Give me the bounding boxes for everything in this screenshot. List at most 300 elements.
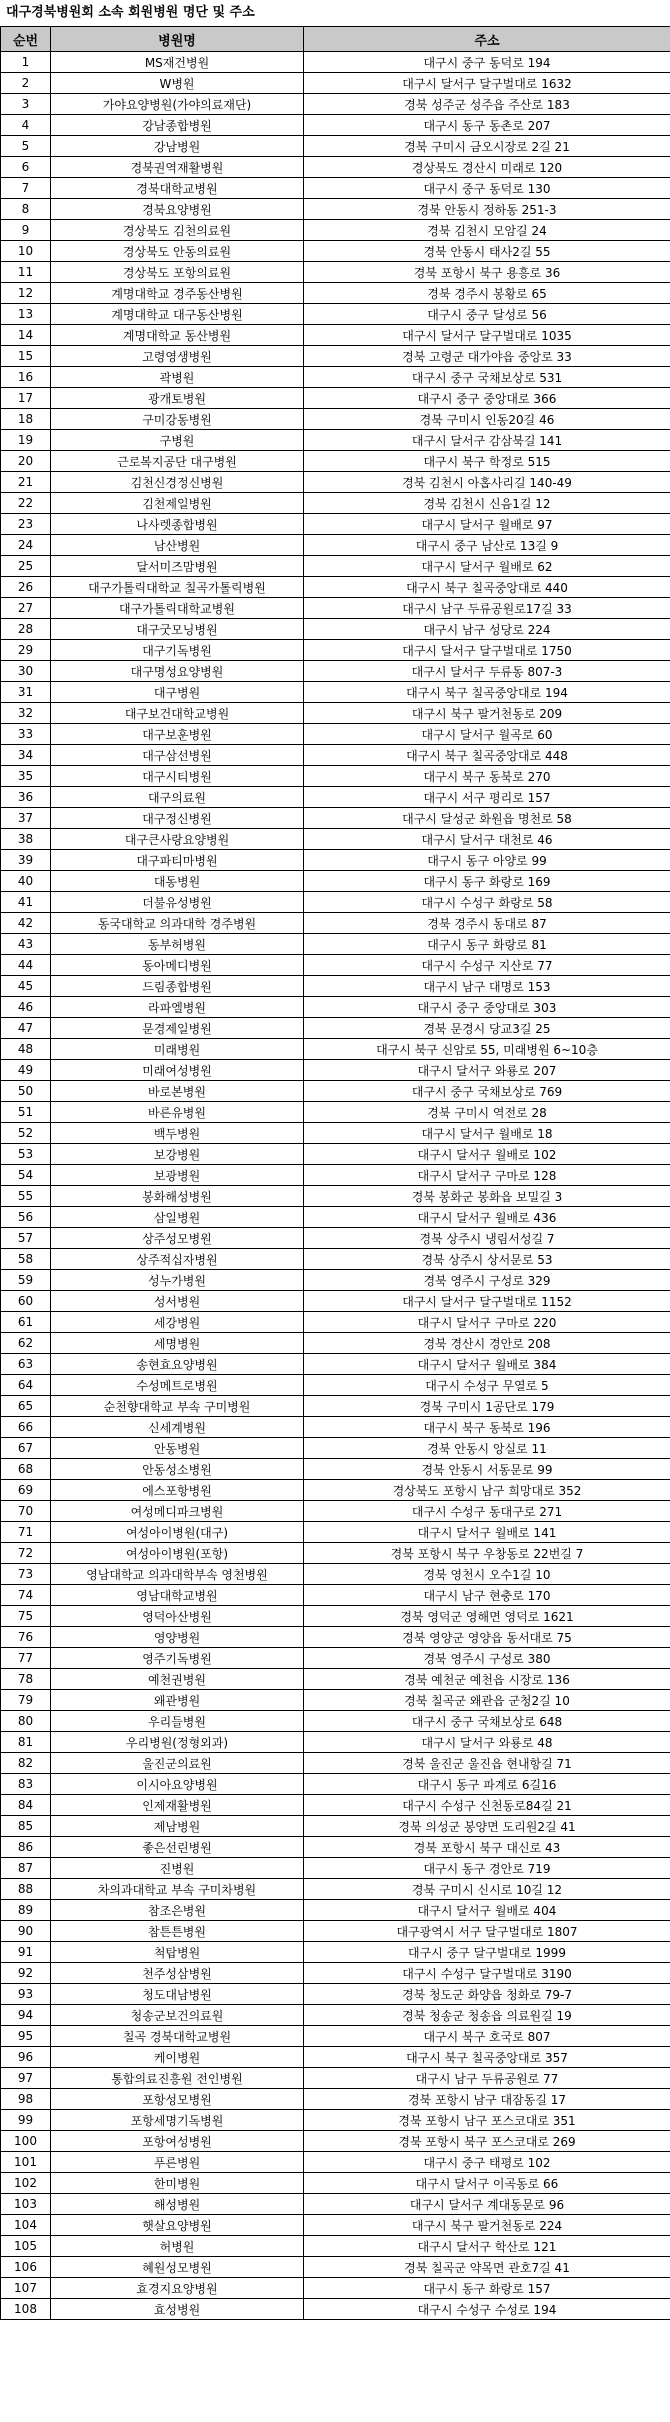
table-row bbox=[1, 1543, 670, 1564]
hospital-address: 대구시 동구 파계로 6길16 bbox=[304, 1774, 670, 1795]
row-number: 94 bbox=[1, 2005, 51, 2026]
table-row bbox=[1, 1123, 670, 1144]
row-number: 53 bbox=[1, 1144, 51, 1165]
table-row bbox=[1, 2299, 670, 2320]
row-number: 31 bbox=[1, 682, 51, 703]
row-number: 25 bbox=[1, 556, 51, 577]
hospital-name: 송현효요양병원 bbox=[51, 1354, 304, 1375]
row-number: 105 bbox=[1, 2236, 51, 2257]
hospital-address: 대구시 중구 국채보상로 769 bbox=[304, 1081, 670, 1102]
row-number: 103 bbox=[1, 2194, 51, 2215]
hospital-address: 경북 칠곡군 약목면 관호7길 41 bbox=[304, 2257, 670, 2278]
table-row bbox=[1, 1375, 670, 1396]
table-row bbox=[1, 1858, 670, 1879]
table-row bbox=[1, 2215, 670, 2236]
table-row bbox=[1, 514, 670, 535]
table-row bbox=[1, 283, 670, 304]
row-number: 67 bbox=[1, 1438, 51, 1459]
hospital-address: 대구시 중구 남산로 13길 9 bbox=[304, 535, 670, 556]
row-number: 41 bbox=[1, 892, 51, 913]
hospital-address: 대구시 중구 동덕로 130 bbox=[304, 178, 670, 199]
table-row bbox=[1, 1354, 670, 1375]
hospital-name: 인제재활병원 bbox=[51, 1795, 304, 1816]
table-row bbox=[1, 1816, 670, 1837]
row-number: 107 bbox=[1, 2278, 51, 2299]
table-row bbox=[1, 1060, 670, 1081]
hospital-name: 삼일병원 bbox=[51, 1207, 304, 1228]
row-number: 23 bbox=[1, 514, 51, 535]
hospital-address: 경북 안동시 서동문로 99 bbox=[304, 1459, 670, 1480]
hospital-address: 대구시 달서구 대천로 46 bbox=[304, 829, 670, 850]
hospital-address: 대구시 남구 현충로 170 bbox=[304, 1585, 670, 1606]
hospital-address: 대구시 동구 화랑로 157 bbox=[304, 2278, 670, 2299]
hospital-address: 경북 안동시 앙실로 11 bbox=[304, 1438, 670, 1459]
hospital-address: 대구시 동구 동촌로 207 bbox=[304, 115, 670, 136]
hospital-address: 대구시 북구 팔거천동로 209 bbox=[304, 703, 670, 724]
hospital-address: 대구시 달서구 와룡로 48 bbox=[304, 1732, 670, 1753]
hospital-address: 대구시 북구 동북로 270 bbox=[304, 766, 670, 787]
hospital-address: 대구시 동구 화랑로 169 bbox=[304, 871, 670, 892]
row-number: 24 bbox=[1, 535, 51, 556]
table-row bbox=[1, 2089, 670, 2110]
row-number: 11 bbox=[1, 262, 51, 283]
row-number: 34 bbox=[1, 745, 51, 766]
row-number: 89 bbox=[1, 1900, 51, 1921]
hospital-address: 경북 영주시 구성로 380 bbox=[304, 1648, 670, 1669]
row-number: 63 bbox=[1, 1354, 51, 1375]
hospital-address: 대구시 달서구 계대동문로 96 bbox=[304, 2194, 670, 2215]
row-number: 33 bbox=[1, 724, 51, 745]
hospital-address: 경북 문경시 당교3길 25 bbox=[304, 1018, 670, 1039]
hospital-address: 대구시 남구 두류공원로17길 33 bbox=[304, 598, 670, 619]
hospital-address: 경북 포항시 남구 포스코대로 351 bbox=[304, 2110, 670, 2131]
hospital-name: 해성병원 bbox=[51, 2194, 304, 2215]
table-row bbox=[1, 598, 670, 619]
row-number: 7 bbox=[1, 178, 51, 199]
hospital-name: 성서병원 bbox=[51, 1291, 304, 1312]
hospital-address: 대구시 북구 학정로 515 bbox=[304, 451, 670, 472]
row-number: 19 bbox=[1, 430, 51, 451]
hospital-name: 여성아이병원(포항) bbox=[51, 1543, 304, 1564]
hospital-name: 봉화해성병원 bbox=[51, 1186, 304, 1207]
row-number: 2 bbox=[1, 73, 51, 94]
hospital-address: 대구시 수성구 지산로 77 bbox=[304, 955, 670, 976]
hospital-address: 경북 안동시 태사2길 55 bbox=[304, 241, 670, 262]
row-number: 26 bbox=[1, 577, 51, 598]
hospital-address: 경북 안동시 정하동 251-3 bbox=[304, 199, 670, 220]
hospital-address: 경북 울진군 울진읍 현내항길 71 bbox=[304, 1753, 670, 1774]
table-row bbox=[1, 52, 670, 73]
table-row bbox=[1, 493, 670, 514]
row-number: 52 bbox=[1, 1123, 51, 1144]
row-number: 29 bbox=[1, 640, 51, 661]
hospital-address: 대구시 달서구 감삼북길 141 bbox=[304, 430, 670, 451]
table-row bbox=[1, 535, 670, 556]
row-number: 62 bbox=[1, 1333, 51, 1354]
table-row bbox=[1, 1753, 670, 1774]
hospital-name: 남산병원 bbox=[51, 535, 304, 556]
row-number: 49 bbox=[1, 1060, 51, 1081]
hospital-address: 대구시 중구 국채보상로 648 bbox=[304, 1711, 670, 1732]
row-number: 91 bbox=[1, 1942, 51, 1963]
row-number: 55 bbox=[1, 1186, 51, 1207]
row-number: 102 bbox=[1, 2173, 51, 2194]
hospital-name: 동국대학교 의과대학 경주병원 bbox=[51, 913, 304, 934]
hospital-name: 김천신경정신병원 bbox=[51, 472, 304, 493]
hospital-name: 대구시티병원 bbox=[51, 766, 304, 787]
hospital-address: 대구시 달서구 이곡동로 66 bbox=[304, 2173, 670, 2194]
row-number: 100 bbox=[1, 2131, 51, 2152]
row-number: 20 bbox=[1, 451, 51, 472]
row-number: 15 bbox=[1, 346, 51, 367]
hospital-name: 대구명성요양병원 bbox=[51, 661, 304, 682]
row-number: 80 bbox=[1, 1711, 51, 1732]
hospital-name: 포항여성병원 bbox=[51, 2131, 304, 2152]
table-row bbox=[1, 1879, 670, 1900]
table-row bbox=[1, 1501, 670, 1522]
hospital-address: 대구시 달서구 월배로 404 bbox=[304, 1900, 670, 1921]
row-number: 5 bbox=[1, 136, 51, 157]
row-number: 66 bbox=[1, 1417, 51, 1438]
hospital-address: 대구시 중구 달구벌대로 1999 bbox=[304, 1942, 670, 1963]
table-row bbox=[1, 1732, 670, 1753]
hospital-address: 경북 청도군 화양읍 청화로 79-7 bbox=[304, 1984, 670, 2005]
hospital-name: 김천제일병원 bbox=[51, 493, 304, 514]
hospital-name: 케이병원 bbox=[51, 2047, 304, 2068]
hospital-name: 가야요양병원(가야의료재단) bbox=[51, 94, 304, 115]
hospital-address: 경북 의성군 봉양면 도리원2길 41 bbox=[304, 1816, 670, 1837]
hospital-name: 백두병원 bbox=[51, 1123, 304, 1144]
hospital-address: 대구시 달서구 월배로 436 bbox=[304, 1207, 670, 1228]
table-row bbox=[1, 2005, 670, 2026]
hospital-name: 제남병원 bbox=[51, 1816, 304, 1837]
table-row bbox=[1, 1480, 670, 1501]
row-number: 57 bbox=[1, 1228, 51, 1249]
row-number: 45 bbox=[1, 976, 51, 997]
row-number: 44 bbox=[1, 955, 51, 976]
table-row bbox=[1, 409, 670, 430]
row-number: 60 bbox=[1, 1291, 51, 1312]
hospital-address: 대구시 달서구 월배로 62 bbox=[304, 556, 670, 577]
hospital-address: 경북 칠곡군 왜관읍 군청2길 10 bbox=[304, 1690, 670, 1711]
hospital-name: 곽병원 bbox=[51, 367, 304, 388]
hospital-name: 차의과대학교 부속 구미차병원 bbox=[51, 1879, 304, 1900]
hospital-name: 푸른병원 bbox=[51, 2152, 304, 2173]
hospital-address: 대구시 달서구 월배로 141 bbox=[304, 1522, 670, 1543]
hospital-name: 한미병원 bbox=[51, 2173, 304, 2194]
table-row bbox=[1, 1333, 670, 1354]
row-number: 98 bbox=[1, 2089, 51, 2110]
hospital-name: 포항성모병원 bbox=[51, 2089, 304, 2110]
hospital-address: 대구시 수성구 신천동로84길 21 bbox=[304, 1795, 670, 1816]
row-number: 74 bbox=[1, 1585, 51, 1606]
table-row bbox=[1, 2278, 670, 2299]
row-number: 93 bbox=[1, 1984, 51, 2005]
table-row bbox=[1, 1102, 670, 1123]
row-number: 71 bbox=[1, 1522, 51, 1543]
hospital-name: 동아메디병원 bbox=[51, 955, 304, 976]
hospital-name: 영덕아산병원 bbox=[51, 1606, 304, 1627]
hospital-address: 경북 구미시 역전로 28 bbox=[304, 1102, 670, 1123]
hospital-name: 효성병원 bbox=[51, 2299, 304, 2320]
hospital-name: 효경지요양병원 bbox=[51, 2278, 304, 2299]
hospital-address: 대구시 달서구 월배로 384 bbox=[304, 1354, 670, 1375]
hospital-name: 포항세명기독병원 bbox=[51, 2110, 304, 2131]
row-number: 54 bbox=[1, 1165, 51, 1186]
row-number: 13 bbox=[1, 304, 51, 325]
row-number: 10 bbox=[1, 241, 51, 262]
hospital-address: 대구시 달서구 달구벌대로 1632 bbox=[304, 73, 670, 94]
table-row bbox=[1, 136, 670, 157]
hospital-address: 대구시 남구 두류공원로 77 bbox=[304, 2068, 670, 2089]
row-number: 106 bbox=[1, 2257, 51, 2278]
row-number: 35 bbox=[1, 766, 51, 787]
hospital-name: 칠곡 경북대학교병원 bbox=[51, 2026, 304, 2047]
hospital-name: 나사렛종합병원 bbox=[51, 514, 304, 535]
table-row bbox=[1, 1606, 670, 1627]
hospital-name: 미래여성병원 bbox=[51, 1060, 304, 1081]
hospital-name: 대구보훈병원 bbox=[51, 724, 304, 745]
table-row bbox=[1, 1837, 670, 1858]
table-row bbox=[1, 556, 670, 577]
hospital-name: 우리들병원 bbox=[51, 1711, 304, 1732]
table-row bbox=[1, 1690, 670, 1711]
row-number: 64 bbox=[1, 1375, 51, 1396]
hospital-address: 대구시 북구 칠곡중앙대로 194 bbox=[304, 682, 670, 703]
hospital-name: 근로복지공단 대구병원 bbox=[51, 451, 304, 472]
row-number: 17 bbox=[1, 388, 51, 409]
hospital-name: 대구정신병원 bbox=[51, 808, 304, 829]
table-row bbox=[1, 115, 670, 136]
row-number: 21 bbox=[1, 472, 51, 493]
row-number: 65 bbox=[1, 1396, 51, 1417]
table-row bbox=[1, 1963, 670, 1984]
hospital-name: 예천권병원 bbox=[51, 1669, 304, 1690]
table-row bbox=[1, 1039, 670, 1060]
hospital-name: 참조은병원 bbox=[51, 1900, 304, 1921]
row-number: 46 bbox=[1, 997, 51, 1018]
hospital-name: 우리병원(정형외과) bbox=[51, 1732, 304, 1753]
hospital-address: 경북 구미시 1공단로 179 bbox=[304, 1396, 670, 1417]
hospital-name: 영남대학교병원 bbox=[51, 1585, 304, 1606]
hospital-name: 대구굿모닝병원 bbox=[51, 619, 304, 640]
hospital-address: 대구시 동구 아양로 99 bbox=[304, 850, 670, 871]
hospital-address: 경북 영천시 오수1길 10 bbox=[304, 1564, 670, 1585]
hospital-address: 대구시 수성구 동대구로 271 bbox=[304, 1501, 670, 1522]
row-number: 61 bbox=[1, 1312, 51, 1333]
row-number: 12 bbox=[1, 283, 51, 304]
row-number: 38 bbox=[1, 829, 51, 850]
hospital-name: 바로본병원 bbox=[51, 1081, 304, 1102]
table-row bbox=[1, 661, 670, 682]
hospital-name: 구미강동병원 bbox=[51, 409, 304, 430]
table-row bbox=[1, 1942, 670, 1963]
row-number: 28 bbox=[1, 619, 51, 640]
table-row bbox=[1, 388, 670, 409]
table-row bbox=[1, 955, 670, 976]
hospital-name: 안동성소병원 bbox=[51, 1459, 304, 1480]
row-number: 99 bbox=[1, 2110, 51, 2131]
table-row bbox=[1, 2236, 670, 2257]
table-row bbox=[1, 199, 670, 220]
table-row bbox=[1, 2257, 670, 2278]
table-row bbox=[1, 1795, 670, 1816]
row-number: 88 bbox=[1, 1879, 51, 1900]
table-row bbox=[1, 1711, 670, 1732]
header-address: 주소 bbox=[304, 27, 670, 52]
table-row bbox=[1, 1459, 670, 1480]
hospital-name: 통합의료진흥원 전인병원 bbox=[51, 2068, 304, 2089]
hospital-address: 대구시 달서구 월배로 97 bbox=[304, 514, 670, 535]
hospital-name: 햇살요양병원 bbox=[51, 2215, 304, 2236]
hospital-address: 대구시 달서구 구마로 220 bbox=[304, 1312, 670, 1333]
table-row bbox=[1, 829, 670, 850]
hospital-address: 대구시 달서구 와룡로 207 bbox=[304, 1060, 670, 1081]
hospital-address: 대구시 동구 경안로 719 bbox=[304, 1858, 670, 1879]
row-number: 73 bbox=[1, 1564, 51, 1585]
table-row bbox=[1, 1165, 670, 1186]
table-row bbox=[1, 871, 670, 892]
hospital-address: 대구시 달서구 구마로 128 bbox=[304, 1165, 670, 1186]
hospital-name: 계명대학교 동산병원 bbox=[51, 325, 304, 346]
table-row bbox=[1, 745, 670, 766]
row-number: 1 bbox=[1, 52, 51, 73]
hospital-name: 고령영생병원 bbox=[51, 346, 304, 367]
hospital-name: 청송군보건의료원 bbox=[51, 2005, 304, 2026]
hospital-name: 대구의료원 bbox=[51, 787, 304, 808]
row-number: 90 bbox=[1, 1921, 51, 1942]
table-row bbox=[1, 934, 670, 955]
hospital-address: 경북 포항시 북구 포스코대로 269 bbox=[304, 2131, 670, 2152]
row-number: 104 bbox=[1, 2215, 51, 2236]
table-row bbox=[1, 73, 670, 94]
table-row bbox=[1, 2026, 670, 2047]
hospital-address: 대구시 달서구 달구벌대로 1750 bbox=[304, 640, 670, 661]
hospital-address: 대구시 중구 국채보상로 531 bbox=[304, 367, 670, 388]
table-row bbox=[1, 262, 670, 283]
hospital-address: 대구시 동구 화랑로 81 bbox=[304, 934, 670, 955]
hospital-address: 경상북도 포항시 남구 희망대로 352 bbox=[304, 1480, 670, 1501]
row-number: 97 bbox=[1, 2068, 51, 2089]
row-number: 101 bbox=[1, 2152, 51, 2173]
hospital-name: 대구보건대학교병원 bbox=[51, 703, 304, 724]
table-row bbox=[1, 2194, 670, 2215]
hospital-name: 경북요양병원 bbox=[51, 199, 304, 220]
hospital-address: 경북 포항시 남구 대잠동길 17 bbox=[304, 2089, 670, 2110]
row-number: 68 bbox=[1, 1459, 51, 1480]
table-row bbox=[1, 1312, 670, 1333]
row-number: 58 bbox=[1, 1249, 51, 1270]
table-row bbox=[1, 430, 670, 451]
hospital-name: 계명대학교 대구동산병원 bbox=[51, 304, 304, 325]
hospital-address: 경북 포항시 북구 용흥로 36 bbox=[304, 262, 670, 283]
table-row bbox=[1, 682, 670, 703]
hospital-address: 대구시 달서구 월곡로 60 bbox=[304, 724, 670, 745]
hospital-name: 대동병원 bbox=[51, 871, 304, 892]
row-number: 40 bbox=[1, 871, 51, 892]
table-row bbox=[1, 1081, 670, 1102]
hospital-address: 경북 고령군 대가야읍 중앙로 33 bbox=[304, 346, 670, 367]
hospital-name: 참튼튼병원 bbox=[51, 1921, 304, 1942]
hospital-name: 세명병원 bbox=[51, 1333, 304, 1354]
hospital-name: 동부허병원 bbox=[51, 934, 304, 955]
header-hospital-name: 병원명 bbox=[51, 27, 304, 52]
table-row bbox=[1, 451, 670, 472]
hospital-address: 경북 김천시 신음1길 12 bbox=[304, 493, 670, 514]
table-header-row bbox=[1, 27, 670, 52]
hospital-name: 여성메디파크병원 bbox=[51, 1501, 304, 1522]
table-row bbox=[1, 1921, 670, 1942]
hospital-name: 순천향대학교 부속 구미병원 bbox=[51, 1396, 304, 1417]
hospital-name: 척탑병원 bbox=[51, 1942, 304, 1963]
hospital-name: 대구기독병원 bbox=[51, 640, 304, 661]
table-row bbox=[1, 241, 670, 262]
hospital-name: 경북권역재활병원 bbox=[51, 157, 304, 178]
table-row bbox=[1, 1018, 670, 1039]
hospital-address: 대구시 북구 팔거천동로 224 bbox=[304, 2215, 670, 2236]
hospital-name: 에스포항병원 bbox=[51, 1480, 304, 1501]
hospital-name: 신세계병원 bbox=[51, 1417, 304, 1438]
table-row bbox=[1, 2068, 670, 2089]
row-number: 83 bbox=[1, 1774, 51, 1795]
table-row bbox=[1, 2152, 670, 2173]
hospital-address: 경북 영양군 영양읍 동서대로 75 bbox=[304, 1627, 670, 1648]
hospital-address: 대구시 달서구 달구벌대로 1152 bbox=[304, 1291, 670, 1312]
table-row bbox=[1, 1228, 670, 1249]
hospital-name: 성누가병원 bbox=[51, 1270, 304, 1291]
table-row bbox=[1, 808, 670, 829]
table-row bbox=[1, 2131, 670, 2152]
hospital-name: 대구큰사랑요양병원 bbox=[51, 829, 304, 850]
hospital-address: 경북 구미시 금오시장로 2길 21 bbox=[304, 136, 670, 157]
hospital-address: 경상북도 경산시 미래로 120 bbox=[304, 157, 670, 178]
hospital-address: 경북 경주시 동대로 87 bbox=[304, 913, 670, 934]
row-number: 32 bbox=[1, 703, 51, 724]
hospital-address: 경북 봉화군 봉화읍 보밀길 3 bbox=[304, 1186, 670, 1207]
row-number: 79 bbox=[1, 1690, 51, 1711]
row-number: 56 bbox=[1, 1207, 51, 1228]
table-row bbox=[1, 1396, 670, 1417]
header-number: 순번 bbox=[1, 27, 51, 52]
hospital-name: 안동병원 bbox=[51, 1438, 304, 1459]
row-number: 50 bbox=[1, 1081, 51, 1102]
hospital-address: 경북 경산시 경안로 208 bbox=[304, 1333, 670, 1354]
row-number: 72 bbox=[1, 1543, 51, 1564]
hospital-name: 라파엘병원 bbox=[51, 997, 304, 1018]
hospital-name: 경상북도 포항의료원 bbox=[51, 262, 304, 283]
hospital-name: 드림종합병원 bbox=[51, 976, 304, 997]
hospital-name: 바른유병원 bbox=[51, 1102, 304, 1123]
hospital-address: 대구시 수성구 화랑로 58 bbox=[304, 892, 670, 913]
hospital-address: 경북 상주시 냉림서성길 7 bbox=[304, 1228, 670, 1249]
row-number: 14 bbox=[1, 325, 51, 346]
hospital-address: 경북 김천시 모암길 24 bbox=[304, 220, 670, 241]
hospital-name: 문경제일병원 bbox=[51, 1018, 304, 1039]
row-number: 27 bbox=[1, 598, 51, 619]
row-number: 18 bbox=[1, 409, 51, 430]
row-number: 69 bbox=[1, 1480, 51, 1501]
row-number: 37 bbox=[1, 808, 51, 829]
row-number: 43 bbox=[1, 934, 51, 955]
hospital-name: 수성메트로병원 bbox=[51, 1375, 304, 1396]
hospital-address: 경북 경주시 봉황로 65 bbox=[304, 283, 670, 304]
row-number: 95 bbox=[1, 2026, 51, 2047]
hospital-address: 대구시 중구 동덕로 194 bbox=[304, 52, 670, 73]
table-row bbox=[1, 2110, 670, 2131]
row-number: 86 bbox=[1, 1837, 51, 1858]
hospital-address: 대구시 수성구 수성로 194 bbox=[304, 2299, 670, 2320]
hospital-name: 대구삼선병원 bbox=[51, 745, 304, 766]
